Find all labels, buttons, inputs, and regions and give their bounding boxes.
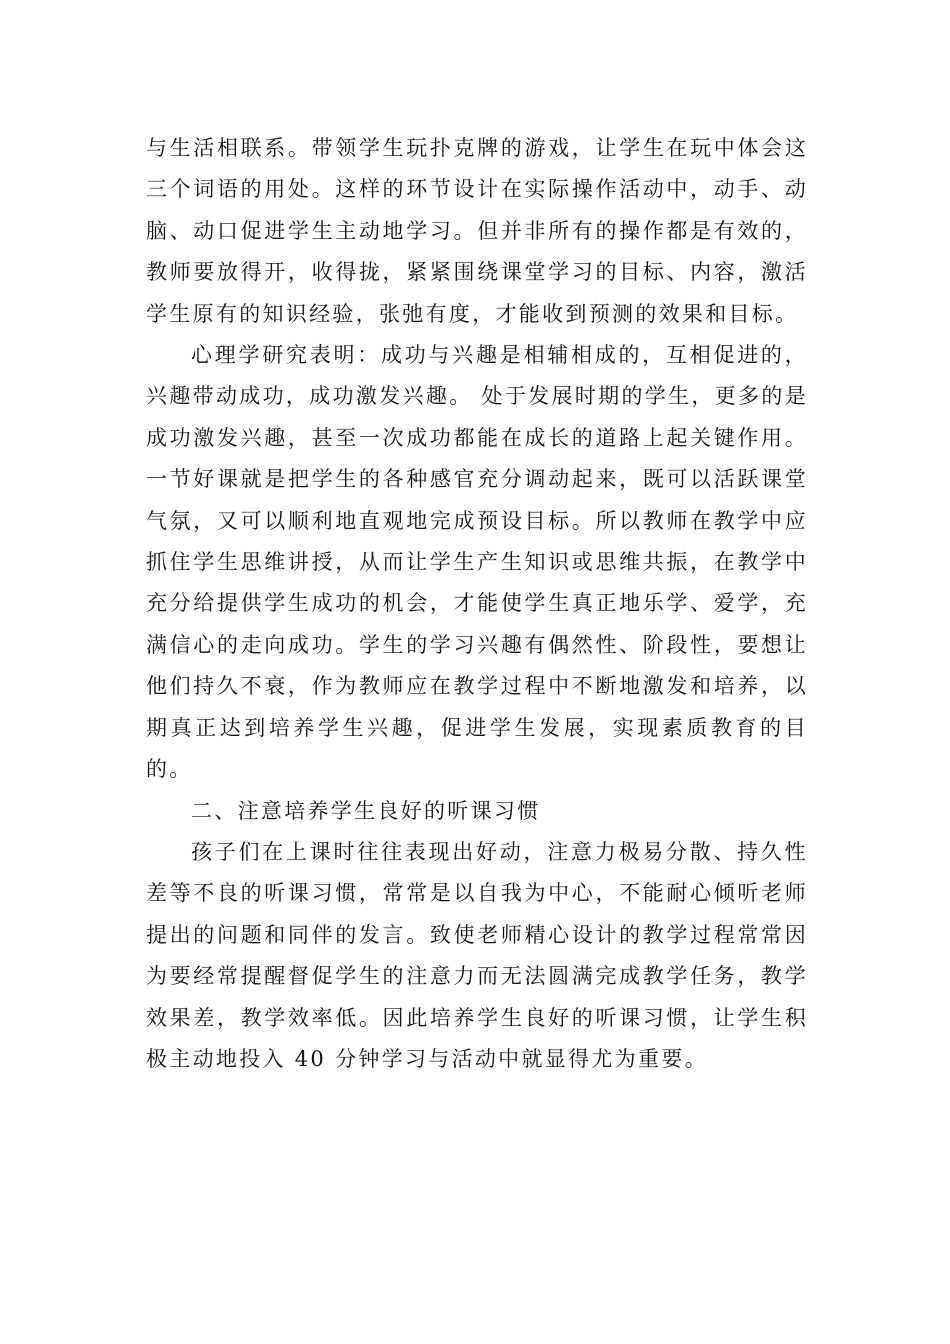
section-heading: 二、注意培养学生良好的听课习惯 [191, 798, 541, 823]
document-body [146, 128, 808, 1080]
paragraph-1: 与生活相联系。带领学生玩扑克牌的游戏，让学生在玩中体会这三个词语的用处。这样的环节设计在实际操作活动中，动手、动脑、动口促进学生主动地学习。但并非所有的操作都是有效的，教师要放得开，收得拢，紧紧围绕课堂学习的目标、内容，激活学生原有的知识经验，张弛有度，才能收到预测的效果和目标。 [146, 136, 808, 326]
paragraph-2: 心理学研究表明：成功与兴趣是相辅相成的，互相促进的，兴趣带动成功，成功激发兴趣。 处于发展时期的学生，更多的是成功激发兴趣，甚至一次成功都能在成长的道路上起关键作用。一节好课就是把学生的各种感官充分调动起来，既可以活跃课堂气氛，又可以顺利地直观地完成预设目标。所以教师在教学中应抓住学生思维讲授，从而让学生产生知识或思维共振，在教学中充分给提供学生成功的机会，才能使学生真正地乐学、爱学，充满信心的走向成功。学生的学习兴趣有偶然性、阶段性，要想让他们持久不衰，作为教师应在教学过程中不断地激发和培养，以期真正达到培养学生兴趣，促进学生发展，实现素质教育的目的。 [146, 343, 808, 782]
paragraph-3: 孩子们在上课时往往表现出好动，注意力极易分散、持久性差等不良的听课习惯，常常是以自我为中心，不能耐心倾听老师提出的问题和同伴的发言。致使老师精心设计的教学过程常常因为要经常提醒督促学生的注意力而无法圆满完成教学任务，教学效果差，教学效率低。因此培养学生良好的听课习惯，让学生积极主动地投入 40 分钟学习与活动中就显得尤为重要。 [146, 839, 808, 1071]
